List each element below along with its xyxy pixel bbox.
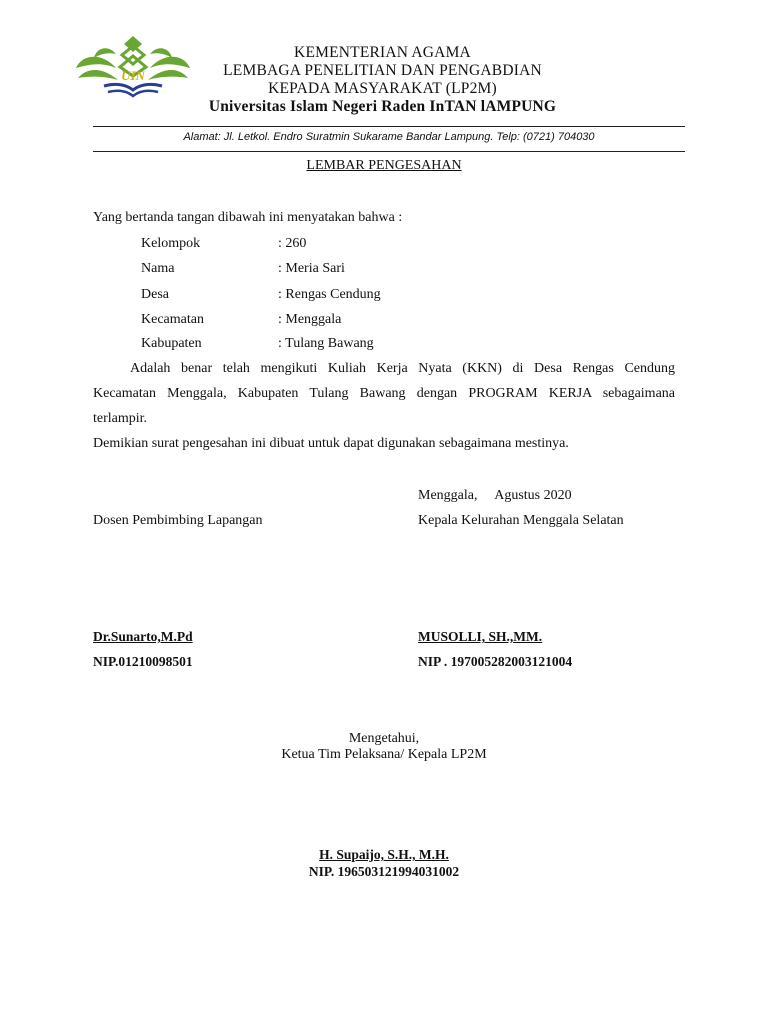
closing-statement: Demikian surat pengesahan ini dibuat untuk dapat digunakan sebagaimana mestinya. xyxy=(93,436,569,451)
field-value-kabupaten: : Tulang Bawang xyxy=(278,336,374,351)
header-divider-bottom xyxy=(93,151,685,152)
paragraph-line-2: Kecamatan Menggala, Kabupaten Tulang Bawang dengan PROGRAM KERJA sebagaimana xyxy=(93,386,675,401)
right-signer-name: MUSOLLI, SH.,MM. xyxy=(418,629,543,644)
bottom-signer-name: H. Supaijo, S.H., M.H. xyxy=(319,847,449,862)
institution-name: LEMBAGA PENELITIAN DAN PENGABDIAN xyxy=(223,62,542,79)
svg-text:UIN: UIN xyxy=(121,68,145,83)
bottom-signer-role: Ketua Tim Pelaksana/ Kepala LP2M xyxy=(281,747,487,762)
university-name: Universitas Islam Negeri Raden InTAN lAMPUNG xyxy=(208,98,557,115)
left-signer-name: Dr.Sunarto,M.Pd xyxy=(93,629,193,644)
uin-logo-icon xyxy=(72,34,194,98)
header-divider-top xyxy=(93,126,685,127)
field-label-kabupaten: Kabupaten xyxy=(141,336,202,351)
field-label-kelompok: Kelompok xyxy=(141,236,201,251)
field-label-desa: Desa xyxy=(141,287,169,302)
right-signer-nip: NIP . 197005282003121004 xyxy=(418,654,573,669)
field-label-kecamatan: Kecamatan xyxy=(141,312,204,327)
ministry-name: KEMENTERIAN AGAMA xyxy=(294,44,471,61)
paragraph-line-3: terlampir. xyxy=(93,411,148,426)
paragraph-line-1: Adalah benar telah mengikuti Kuliah Kerja Nyata (KKN) di Desa Rengas Cendung xyxy=(130,361,675,376)
field-value-kelompok: : 260 xyxy=(278,236,307,251)
right-signer-role: Kepala Kelurahan Menggala Selatan xyxy=(418,513,624,528)
intro-text: Yang bertanda tangan dibawah ini menyatakan bahwa : xyxy=(93,210,403,225)
acknowledged-label: Mengetahui, xyxy=(348,731,420,746)
field-value-nama: : Meria Sari xyxy=(278,261,345,276)
left-signer-nip: NIP.01210098501 xyxy=(93,654,193,669)
document-title: LEMBAR PENGESAHAN xyxy=(306,158,462,173)
place-date: Menggala, Agustus 2020 xyxy=(418,488,572,503)
field-label-nama: Nama xyxy=(141,261,175,276)
field-value-kecamatan: : Menggala xyxy=(278,312,342,327)
field-value-desa: : Rengas Cendung xyxy=(278,287,381,302)
address-line: Alamat: Jl. Letkol. Endro Suratmin Sukarame Bandar Lampung. Telp: (0721) 704030 xyxy=(183,131,595,143)
bottom-signer-nip: NIP. 196503121994031002 xyxy=(308,864,460,879)
left-signer-role: Dosen Pembimbing Lapangan xyxy=(93,513,263,528)
institution-name-2: KEPADA MASYARAKAT (LP2M) xyxy=(268,80,497,97)
